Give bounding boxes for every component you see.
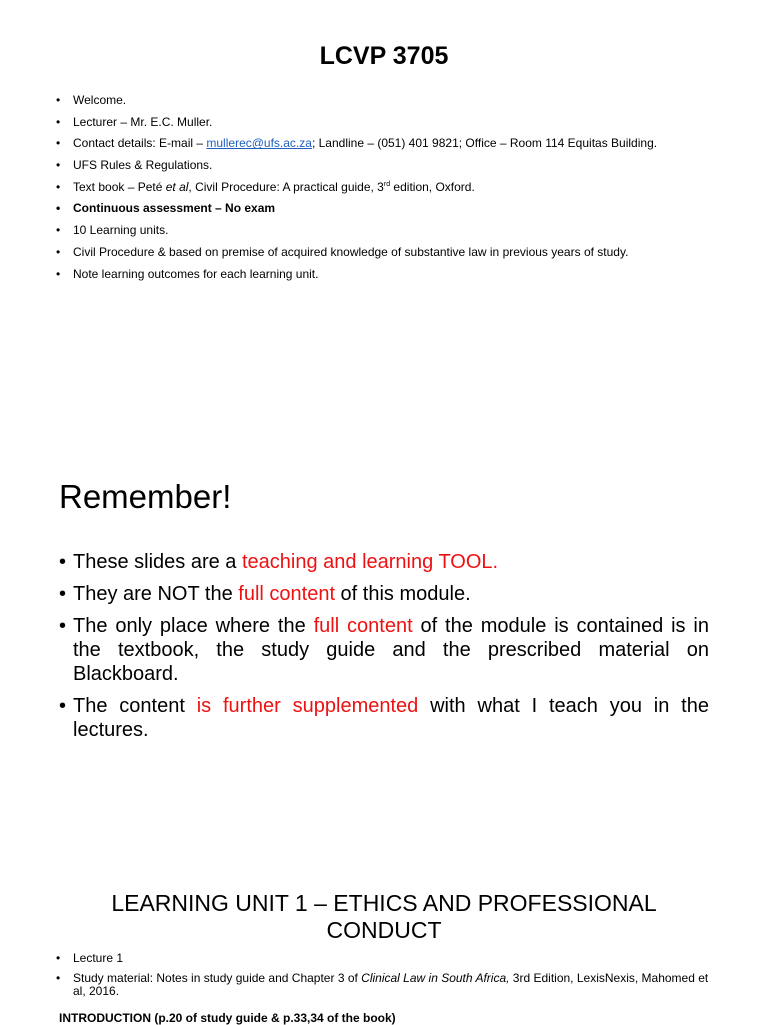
item-text: 3rd Edition, LexisNexis, Mahomed et al, 2016. — [73, 971, 709, 998]
item-text: Lecturer – Mr. E.C. Muller. — [73, 114, 213, 129]
list-item — [59, 614, 709, 686]
item-text: with what I teach you in the lectures. — [73, 695, 709, 741]
section-heading: INTRODUCTION (p.20 of study guide & p.33,34 of the book) — [59, 1011, 396, 1025]
item-text: Welcome. — [73, 93, 127, 107]
learning-unit-list — [56, 952, 716, 1005]
bullet-icon: • — [56, 93, 61, 107]
bullet-icon: • — [56, 136, 61, 151]
item-text: Study material: Notes in study guide and Chapter 3 of — [73, 971, 362, 985]
bullet-icon: • — [56, 244, 61, 259]
item-text: Continuous assessment – No exam — [73, 201, 276, 216]
list-item — [59, 694, 709, 742]
list-item — [59, 582, 709, 606]
list-item — [59, 550, 709, 574]
list-item — [56, 223, 728, 237]
emphasis-text: full content — [238, 583, 335, 605]
item-text: UFS Rules & Regulations. — [73, 158, 213, 173]
item-text: of this module. — [335, 583, 471, 605]
item-text: edition, Oxford. — [390, 179, 475, 194]
item-text: The content — [73, 695, 197, 717]
item-text: Lecture 1 — [73, 951, 124, 965]
list-item — [56, 136, 728, 150]
bullet-icon: • — [59, 583, 67, 605]
emphasis-text: is further supplemented — [196, 695, 419, 717]
bullet-icon: • — [56, 223, 61, 238]
emphasis-text: full content — [313, 615, 413, 637]
item-text-italic: Clinical Law in South Africa, — [361, 971, 510, 985]
bullet-icon: • — [56, 158, 61, 173]
item-text: Text book – Peté — [73, 179, 166, 194]
item-text: Note learning outcomes for each learning unit. — [73, 266, 319, 281]
remember-list — [59, 550, 709, 750]
bullet-icon: • — [56, 179, 61, 194]
item-text: , Civil Procedure: A practical guide, 3 — [188, 179, 384, 194]
bullet-icon: • — [56, 951, 61, 965]
list-item — [56, 952, 716, 965]
item-text: of the module is contained is in the textbook, the study guide and the prescribed material on Blackboard. — [73, 615, 709, 685]
slide-course-info — [0, 0, 768, 440]
item-text: 10 Learning units. — [73, 223, 169, 238]
list-item — [56, 115, 728, 129]
course-info-list — [56, 93, 728, 288]
item-text: Contact details: E-mail – — [73, 136, 207, 151]
slide-learning-unit-1 — [0, 880, 768, 1024]
slide-title: LEARNING UNIT 1 – ETHICS AND PROFESSIONAL CONDUCT — [111, 890, 657, 943]
slide-title: LCVP 3705 — [319, 42, 449, 70]
bullet-icon: • — [56, 971, 61, 985]
list-item — [56, 972, 716, 998]
item-text: These slides are a — [73, 551, 242, 573]
item-text: They are NOT the — [73, 583, 239, 605]
superscript: rd — [383, 180, 391, 188]
list-item — [56, 158, 728, 172]
list-item — [56, 267, 728, 281]
slide-title: Remember! — [59, 478, 232, 515]
bullet-icon: • — [59, 615, 67, 637]
bullet-icon: • — [56, 114, 61, 129]
emphasis-text: teaching and learning TOOL. — [241, 551, 499, 573]
item-text-italic: et al — [165, 179, 189, 194]
list-item — [56, 201, 728, 215]
slide-remember — [0, 455, 768, 805]
list-item — [56, 245, 728, 259]
item-text: ; Landline – (051) 401 9821; Office – Room 114 Equitas Building. — [311, 136, 658, 151]
list-item — [56, 180, 728, 194]
bullet-icon: • — [59, 695, 67, 717]
item-text: The only place where the — [73, 615, 314, 637]
bullet-icon: • — [56, 201, 61, 216]
email-link[interactable]: mullerec@ufs.ac.za — [206, 136, 312, 151]
list-item — [56, 93, 728, 107]
item-text: Civil Procedure & based on premise of acquired knowledge of substantive law in previous years of study. — [73, 244, 629, 259]
bullet-icon: • — [59, 551, 67, 573]
bullet-icon: • — [56, 266, 61, 281]
